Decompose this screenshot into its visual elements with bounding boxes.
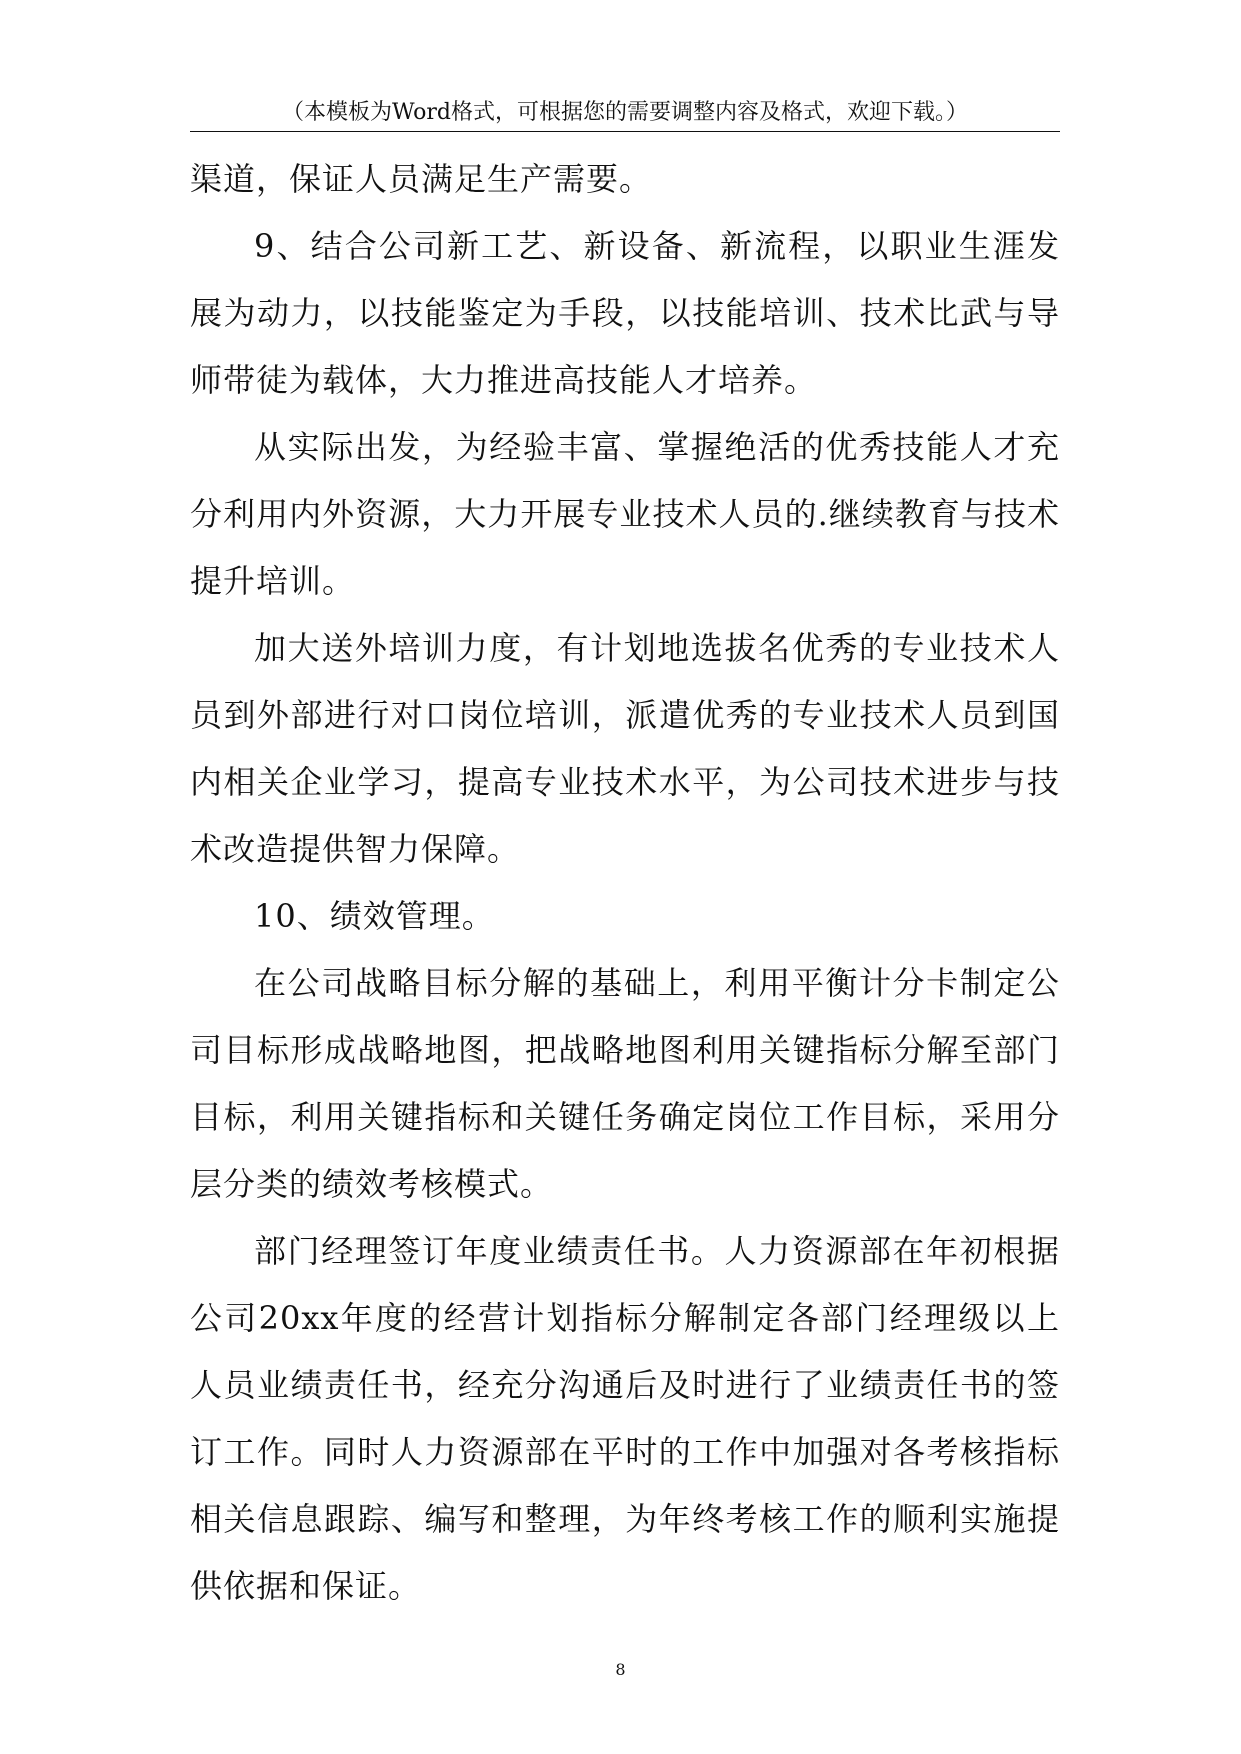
paragraph-2: 9、结合公司新工艺、新设备、新流程，以职业生涯发展为动力，以技能鉴定为手段，以技能培训、技术比武与导师带徒为载体，大力推进高技能人才培养。 xyxy=(190,227,1060,399)
paragraph-6: 在公司战略目标分解的基础上，利用平衡计分卡制定公司目标形成战略地图，把战略地图利用关键指标分解至部门目标，利用关键指标和关键任务确定岗位工作目标，采用分层分类的绩效考核模式。 xyxy=(190,964,1060,1203)
paragraph-3: 从实际出发，为经验丰富、掌握绝活的优秀技能人才充分利用内外资源，大力开展专业技术人员的.继续教育与技术提升培训。 xyxy=(190,428,1060,600)
paragraph-5-heading: 10、绩效管理。 xyxy=(254,897,495,935)
header-divider xyxy=(190,131,1060,132)
page-header-note: （本模板为Word格式，可根据您的需要调整内容及格式，欢迎下载。） xyxy=(282,100,968,125)
paragraph-4: 加大送外培训力度，有计划地选拔名优秀的专业技术人员到外部进行对口岗位培训，派遣优秀的专业技术人员到国内相关企业学习，提高专业技术水平，为公司技术进步与技术改造提供智力保障。 xyxy=(190,629,1060,868)
paragraph-7: 部门经理签订年度业绩责任书。人力资源部在年初根据公司20xx年度的经营计划指标分解制定各部门经理级以上人员业绩责任书，经充分沟通后及时进行了业绩责任书的签订工作。同时人力资源部在平时的工作中加强对各考核指标相关信息跟踪、编写和整理，为年终考核工作的顺利实施提供依据和保证。 xyxy=(190,1232,1060,1605)
document-body xyxy=(190,146,1060,1620)
paragraph-1: 渠道，保证人员满足生产需要。 xyxy=(190,160,653,198)
page-number: 8 xyxy=(615,1660,626,1679)
